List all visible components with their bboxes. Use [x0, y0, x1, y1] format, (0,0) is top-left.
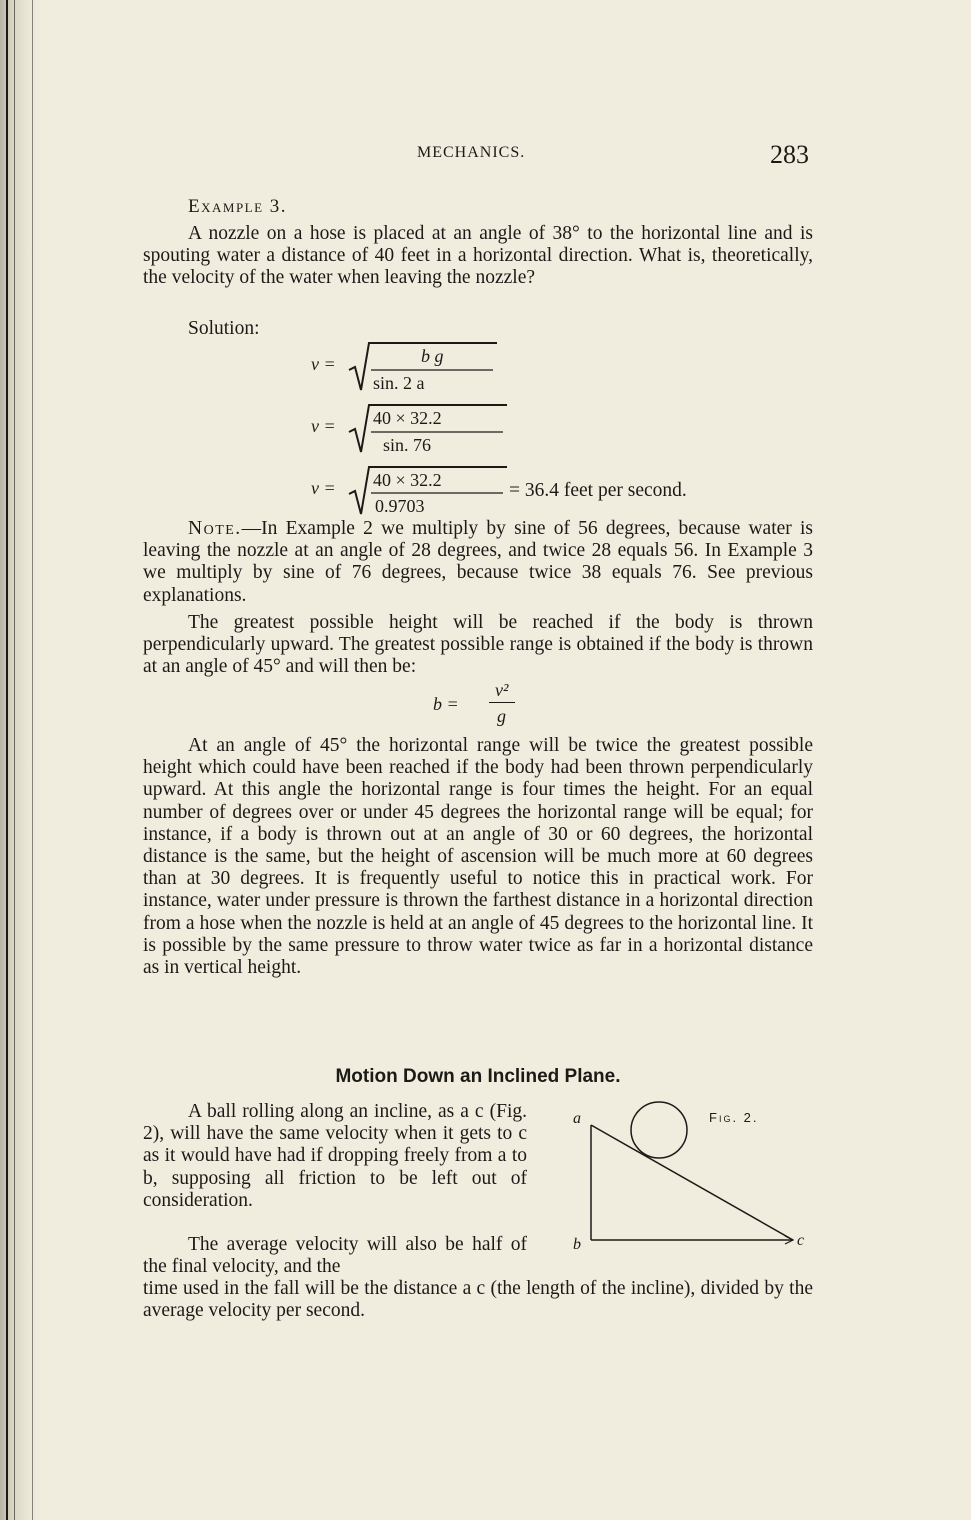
figure-label: Fig. 2. — [709, 1110, 759, 1125]
page-header — [143, 140, 813, 169]
range-lhs: b = — [433, 694, 459, 714]
book-spine-shadow — [0, 0, 40, 1520]
range-formula — [433, 680, 533, 736]
example-problem: A nozzle on a hose is placed at an angle of 38° to the horizontal line and is spouting water a distance of 40 feet in a horizontal direction. What is, theoretically, the velocity of the water when leaving the nozzle? — [143, 223, 813, 289]
page-number: 283 — [770, 140, 809, 169]
point-c-label: c — [797, 1232, 805, 1249]
point-b-label: b — [573, 1236, 581, 1253]
equation-numerator: 40 × 32.2 — [373, 470, 442, 490]
equation-denominator: sin. 2 a — [373, 373, 425, 393]
fraction-bar — [489, 702, 515, 703]
spine-line — [14, 0, 15, 1520]
average-velocity-paragraph: The average velocity will also be half of the final velocity, and the — [143, 1234, 527, 1278]
figure-inclined-plane — [563, 1090, 813, 1253]
equation-numerator: b g — [421, 346, 444, 366]
example-title: Example 3. — [188, 196, 288, 217]
equation-numerator: 40 × 32.2 — [373, 408, 442, 428]
equation-result — [311, 464, 791, 522]
equation-lhs: v = — [311, 416, 336, 436]
solution-label: Solution: — [188, 318, 260, 339]
equation-denominator: sin. 76 — [383, 435, 432, 455]
greatest-height-paragraph: The greatest possible height will be reached if the body is thrown perpendicularly upward. The greatest possible range is obtained if the body is thrown at an angle of 45° and will then be: — [143, 612, 813, 678]
angle-45-paragraph: At an angle of 45° the horizontal range will be twice the greatest possible height which could have been reached if the body had been thrown perpendicularly upward. At this angle the horizontal range is four times the height. For an equal number of degrees over or under 45 degrees the horizontal range will be equal; for instance, if a body is thrown out at an angle of 30 or 60 degrees, the horizontal distance is the same, but the height of ascension will be much more at 60 degrees than at 30 degrees. It is frequently useful to notice this in practical work. For instance, water under pressure is thrown the farthest distance in a horizontal direction from a hose when the nozzle is held at an angle of 45 degrees to the horizontal line. It is possible by the same pressure to throw water twice as far in a horizontal distance as in vertical height. — [143, 735, 813, 979]
note-paragraph — [143, 518, 813, 607]
spine-line — [6, 0, 8, 1520]
equation-result-text: = 36.4 feet per second. — [509, 480, 687, 501]
equation-lhs: v = — [311, 478, 336, 498]
equation-substituted — [311, 402, 531, 462]
running-title: MECHANICS. — [417, 144, 526, 161]
section-heading: Motion Down an Inclined Plane. — [335, 1066, 621, 1087]
fall-time-paragraph: time used in the fall will be the distance a c (the length of the incline), divided by the average velocity per second. — [143, 1278, 813, 1322]
equation-velocity-formula — [311, 340, 511, 400]
point-a-label: a — [573, 1110, 581, 1127]
inclined-plane-paragraph: A ball rolling along an incline, as a c (Fig. 2), will have the same velocity when it gets to c as it would have had if dropping freely from a to b, supposing all friction to be left out of consideration. — [143, 1101, 527, 1211]
inclined-plane-diagram — [563, 1090, 813, 1250]
range-denominator: g — [497, 706, 506, 726]
note-label: Note. — [188, 518, 242, 539]
note-text: —In Example 2 we multiply by sine of 56 degrees, because water is leaving the nozzle at an angle of 28 degrees, and twice 28 equals 56. In Example 3 we multiply by sine of 76 degrees, because twice 38 equals 76. See previous explanations. — [143, 518, 813, 606]
equation-lhs: v = — [311, 354, 336, 374]
range-numerator: v² — [495, 680, 509, 700]
equation-denominator: 0.9703 — [375, 496, 425, 516]
spine-line — [32, 0, 33, 1520]
